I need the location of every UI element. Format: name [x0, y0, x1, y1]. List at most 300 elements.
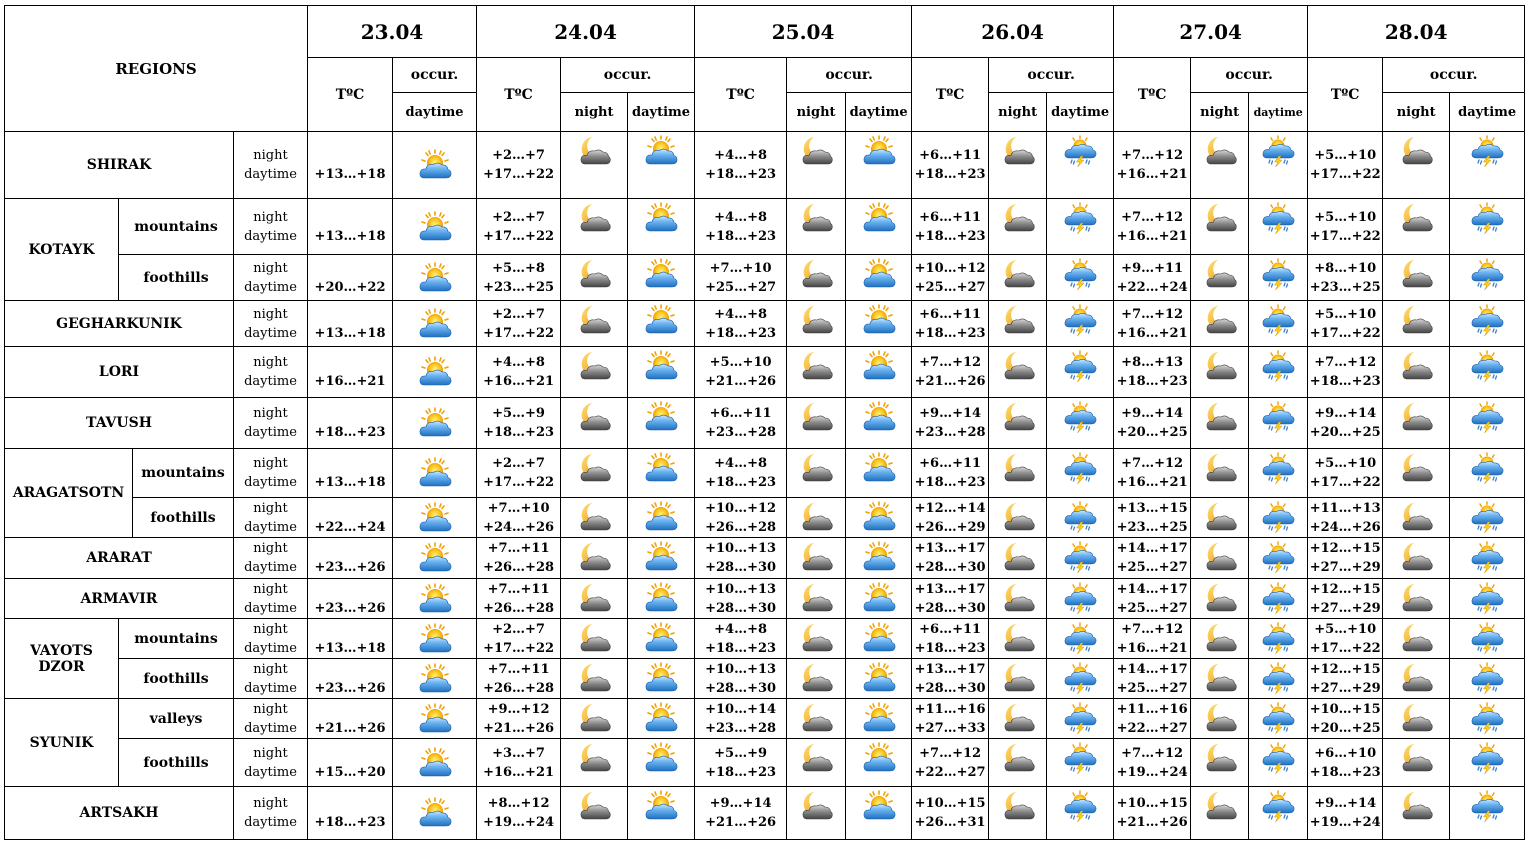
- table-row: [5, 255, 1525, 301]
- moon-cloud-icon: [1399, 662, 1433, 694]
- moon-cloud-icon: [1399, 541, 1433, 573]
- temp-daytime: +28…+30: [914, 560, 986, 575]
- partly-sunny-icon: [418, 542, 452, 574]
- moon-cloud-icon: [577, 350, 611, 382]
- thunderstorm-icon: [1063, 702, 1097, 734]
- thunderstorm-icon: [1470, 662, 1504, 694]
- temp-daytime: +26…+28: [483, 600, 555, 616]
- partly-sunny-icon: [644, 401, 678, 433]
- weather-icon-cell: [1047, 449, 1114, 498]
- moon-cloud-icon: [1001, 501, 1035, 533]
- temp-daytime: +16…+21: [483, 374, 555, 389]
- weather-icon-cell: [1450, 739, 1525, 787]
- moon-cloud-icon: [1203, 622, 1237, 654]
- temperature-cell: [1308, 301, 1383, 347]
- period-label: [234, 739, 308, 787]
- weather-icon-cell: [561, 739, 628, 787]
- weather-icon-cell: [628, 347, 695, 398]
- thunderstorm-icon: [1261, 202, 1295, 234]
- weather-icon-cell: [989, 199, 1047, 255]
- temp-daytime: +17…+22: [1309, 475, 1381, 490]
- moon-cloud-icon: [577, 135, 611, 167]
- temperature-cell: [695, 538, 787, 579]
- temp-night: +4…+8: [714, 621, 768, 637]
- date-header: 27.04: [1114, 6, 1308, 58]
- weather-icon-cell: [628, 398, 695, 449]
- moon-cloud-icon: [799, 452, 833, 484]
- temp-night: +13…+17: [914, 541, 986, 556]
- thunderstorm-icon: [1470, 702, 1504, 734]
- partly-sunny-icon: [862, 202, 896, 234]
- weather-icon-cell: [561, 659, 628, 699]
- occurrence-header: occur.: [787, 58, 912, 93]
- weather-icon-cell: [1450, 579, 1525, 619]
- weather-icon-cell: [846, 498, 912, 538]
- weather-icon-cell: [393, 199, 477, 255]
- moon-cloud-icon: [577, 501, 611, 533]
- moon-cloud-icon: [799, 622, 833, 654]
- temp-daytime: +21…+26: [1116, 815, 1188, 830]
- weather-icon-cell: [989, 132, 1047, 199]
- partly-sunny-icon: [644, 790, 678, 822]
- thunderstorm-icon: [1470, 790, 1504, 822]
- temp-daytime: +23…+28: [705, 720, 777, 736]
- temp-daytime: +23…+28: [914, 425, 986, 440]
- partly-sunny-icon: [418, 457, 452, 489]
- weather-icon-cell: [1047, 347, 1114, 398]
- weather-icon-cell: [628, 498, 695, 538]
- moon-cloud-icon: [1001, 662, 1035, 694]
- weather-icon-cell: [1383, 739, 1450, 787]
- temperature-cell: [912, 449, 989, 498]
- thunderstorm-icon: [1063, 135, 1097, 167]
- weather-icon-cell: [1249, 498, 1308, 538]
- period-night: night: [253, 260, 288, 276]
- temp-night: +8…+12: [487, 796, 550, 811]
- weather-icon-cell: [1047, 659, 1114, 699]
- temp-daytime: +20…+22: [314, 279, 386, 295]
- subregion-label: foothills: [150, 509, 216, 526]
- table-row: [5, 699, 1525, 739]
- weather-icon-cell: [561, 449, 628, 498]
- temperature-cell: [477, 739, 561, 787]
- period-daytime: daytime: [244, 374, 297, 389]
- temp-night: +10…+12: [705, 500, 777, 516]
- weather-icon-cell: [561, 787, 628, 840]
- weather-icon-cell: [1450, 199, 1525, 255]
- period-daytime: daytime: [244, 228, 297, 244]
- thunderstorm-icon: [1261, 304, 1295, 336]
- temperature-cell: [912, 699, 989, 739]
- weather-icon-cell: [787, 739, 846, 787]
- moon-cloud-icon: [799, 401, 833, 433]
- subregion-name: [119, 199, 234, 255]
- region-label: TAVUSH: [86, 415, 152, 431]
- temp-night: +7…+11: [487, 541, 550, 556]
- temp-daytime: +24…+26: [483, 519, 555, 535]
- temperature-cell: [912, 199, 989, 255]
- thunderstorm-icon: [1063, 790, 1097, 822]
- weather-icon-cell: [846, 199, 912, 255]
- moon-cloud-icon: [1399, 350, 1433, 382]
- moon-cloud-icon: [1001, 350, 1035, 382]
- moon-cloud-icon: [1399, 790, 1433, 822]
- weather-icon-cell: [1249, 398, 1308, 449]
- partly-sunny-icon: [862, 350, 896, 382]
- weather-icon-cell: [1450, 659, 1525, 699]
- subregion-name: [119, 255, 234, 301]
- weather-icon-cell: [1450, 498, 1525, 538]
- weather-icon-cell: [1191, 398, 1249, 449]
- temperature-cell: [695, 739, 787, 787]
- period-label: [234, 199, 308, 255]
- temp-night: +11…+16: [1116, 701, 1188, 717]
- weather-icon-cell: [787, 255, 846, 301]
- temp-night: +5…+8: [492, 260, 545, 276]
- temperature-cell: [1114, 301, 1191, 347]
- temperature-cell: [1308, 255, 1383, 301]
- temp-daytime: +18…+23: [914, 475, 986, 490]
- temperature-header: TºC: [1308, 58, 1383, 132]
- temperature-cell: [912, 255, 989, 301]
- weather-icon-cell: [1249, 132, 1308, 199]
- temp-night: +10…+13: [705, 661, 777, 677]
- thunderstorm-icon: [1470, 622, 1504, 654]
- table-row: [5, 132, 1525, 199]
- temp-daytime: +20…+25: [1309, 720, 1381, 736]
- temperature-cell: [308, 659, 393, 699]
- temp-night: +9…+14: [919, 406, 982, 421]
- partly-sunny-icon: [418, 149, 452, 181]
- weather-icon-cell: [1450, 538, 1525, 579]
- temp-daytime: +16…+21: [1116, 167, 1188, 182]
- period-night: night: [253, 745, 288, 761]
- weather-icon-cell: [628, 699, 695, 739]
- temp-night: +7…+10: [709, 260, 772, 276]
- temperature-header: TºC: [308, 58, 393, 132]
- temp-daytime: +16…+21: [483, 764, 555, 780]
- partly-sunny-icon: [862, 622, 896, 654]
- subregion-name: [119, 659, 234, 699]
- temp-daytime: +20…+25: [1116, 425, 1188, 440]
- temp-night: +12…+15: [1309, 581, 1381, 597]
- thunderstorm-icon: [1470, 582, 1504, 614]
- temp-night: +7…+12: [1121, 456, 1184, 471]
- partly-sunny-icon: [418, 262, 452, 294]
- occurrence-header: occur.: [561, 58, 695, 93]
- temp-night: +7…+11: [487, 661, 550, 677]
- weather-icon-cell: [628, 739, 695, 787]
- partly-sunny-icon: [418, 663, 452, 695]
- weather-icon-cell: [787, 498, 846, 538]
- partly-sunny-icon: [418, 356, 452, 388]
- temp-night: +7…+11: [487, 581, 550, 597]
- weather-icon-cell: [628, 619, 695, 659]
- weather-icon-cell: [1191, 739, 1249, 787]
- temp-daytime: +23…+26: [314, 600, 386, 616]
- temperature-cell: [695, 301, 787, 347]
- moon-cloud-icon: [577, 304, 611, 336]
- weather-icon-cell: [846, 347, 912, 398]
- region-name: [5, 398, 234, 449]
- thunderstorm-icon: [1470, 350, 1504, 382]
- thunderstorm-icon: [1063, 350, 1097, 382]
- temperature-cell: [695, 132, 787, 199]
- temperature-cell: [1114, 449, 1191, 498]
- weather-icon-cell: [561, 398, 628, 449]
- date-header: 28.04: [1308, 6, 1525, 58]
- temp-night: +9…+14: [1314, 406, 1377, 421]
- temp-night: +4…+8: [714, 209, 768, 225]
- weather-icon-cell: [1191, 449, 1249, 498]
- weather-icon-cell: [846, 398, 912, 449]
- weather-icon-cell: [628, 787, 695, 840]
- weather-icon-cell: [989, 619, 1047, 659]
- thunderstorm-icon: [1261, 401, 1295, 433]
- temp-daytime: +23…+25: [483, 279, 555, 295]
- region-label: SHIRAK: [86, 157, 152, 173]
- moon-cloud-icon: [799, 304, 833, 336]
- temp-night: +14…+17: [1116, 581, 1188, 597]
- period-night: night: [253, 796, 288, 811]
- weather-icon-cell: [1047, 538, 1114, 579]
- partly-sunny-icon: [644, 135, 678, 167]
- weather-icon-cell: [561, 579, 628, 619]
- temperature-cell: [1308, 449, 1383, 498]
- temp-night: +6…+11: [919, 209, 982, 225]
- weather-icon-cell: [787, 699, 846, 739]
- temp-daytime: +25…+27: [1116, 560, 1188, 575]
- weather-icon-cell: [393, 787, 477, 840]
- thunderstorm-icon: [1063, 401, 1097, 433]
- weather-icon-cell: [787, 398, 846, 449]
- weather-icon-cell: [628, 449, 695, 498]
- weather-icon-cell: [393, 132, 477, 199]
- period-night: night: [253, 355, 288, 370]
- period-label: [234, 699, 308, 739]
- daytime-header: daytime: [1249, 93, 1308, 132]
- region-label: GEGHARKUNIK: [56, 315, 182, 332]
- temp-daytime: +13…+18: [314, 325, 386, 341]
- region-name: [5, 199, 119, 301]
- moon-cloud-icon: [1203, 501, 1237, 533]
- occurrence-header: occur.: [1383, 58, 1525, 93]
- region-name: [5, 538, 234, 579]
- temp-daytime: +19…+24: [1116, 764, 1188, 780]
- moon-cloud-icon: [1203, 662, 1237, 694]
- temperature-cell: [308, 449, 393, 498]
- temp-daytime: +18…+23: [914, 167, 986, 182]
- temperature-cell: [1114, 619, 1191, 659]
- temp-daytime: +13…+18: [314, 228, 386, 244]
- region-name: [5, 449, 133, 538]
- period-label: [234, 659, 308, 699]
- moon-cloud-icon: [1399, 622, 1433, 654]
- temp-night: +12…+14: [914, 500, 986, 516]
- temp-night: +4…+8: [714, 306, 768, 322]
- weather-icon-cell: [393, 498, 477, 538]
- weather-icon-cell: [846, 787, 912, 840]
- subregion-label: mountains: [134, 630, 218, 647]
- temp-night: +10…+15: [1116, 796, 1188, 811]
- weather-icon-cell: [846, 449, 912, 498]
- temp-night: +6…+11: [919, 456, 982, 471]
- daytime-header: daytime: [846, 93, 912, 132]
- temp-night: +14…+17: [1116, 661, 1188, 677]
- thunderstorm-icon: [1261, 622, 1295, 654]
- temperature-cell: [695, 787, 787, 840]
- table-row: [5, 449, 1525, 498]
- moon-cloud-icon: [799, 202, 833, 234]
- partly-sunny-icon: [418, 797, 452, 829]
- weather-icon-cell: [1249, 619, 1308, 659]
- period-daytime: daytime: [244, 519, 297, 535]
- subregion-label: mountains: [141, 465, 225, 481]
- thunderstorm-icon: [1063, 202, 1097, 234]
- moon-cloud-icon: [1203, 790, 1237, 822]
- temp-night: +7…+12: [1121, 306, 1184, 322]
- partly-sunny-icon: [644, 702, 678, 734]
- temp-night: +10…+12: [914, 260, 986, 276]
- temp-night: +7…+12: [919, 745, 982, 761]
- thunderstorm-icon: [1261, 452, 1295, 484]
- temperature-cell: [477, 498, 561, 538]
- daytime-header: daytime: [1450, 93, 1525, 132]
- temperature-cell: [477, 301, 561, 347]
- temperature-cell: [477, 538, 561, 579]
- temp-daytime: +17…+22: [483, 167, 555, 182]
- moon-cloud-icon: [1203, 304, 1237, 336]
- weather-icon-cell: [393, 739, 477, 787]
- moon-cloud-icon: [1001, 622, 1035, 654]
- temp-daytime: +18…+23: [705, 228, 777, 244]
- temperature-cell: [1114, 132, 1191, 199]
- temperature-cell: [1114, 255, 1191, 301]
- weather-icon-cell: [1249, 449, 1308, 498]
- temp-night: +9…+14: [1121, 406, 1184, 421]
- temp-daytime: +16…+21: [1116, 640, 1188, 656]
- temp-daytime: +26…+31: [914, 815, 986, 830]
- temp-night: +13…+15: [1116, 500, 1188, 516]
- period-label: [234, 619, 308, 659]
- thunderstorm-icon: [1470, 202, 1504, 234]
- temp-daytime: +26…+29: [914, 519, 986, 535]
- temperature-cell: [1308, 739, 1383, 787]
- temp-daytime: +13…+18: [314, 640, 386, 656]
- weather-icon-cell: [787, 579, 846, 619]
- region-label: KOTAYK: [28, 241, 95, 258]
- temperature-cell: [308, 255, 393, 301]
- weather-icon-cell: [1383, 659, 1450, 699]
- temperature-cell: [1308, 619, 1383, 659]
- weather-icon-cell: [989, 659, 1047, 699]
- weather-icon-cell: [1383, 787, 1450, 840]
- moon-cloud-icon: [1203, 350, 1237, 382]
- weather-icon-cell: [561, 619, 628, 659]
- weather-icon-cell: [561, 347, 628, 398]
- moon-cloud-icon: [799, 742, 833, 774]
- period-label: [234, 498, 308, 538]
- temp-night: +7…+12: [1121, 745, 1184, 761]
- partly-sunny-icon: [862, 790, 896, 822]
- temp-night: +5…+10: [709, 355, 772, 370]
- subregion-name: [133, 449, 234, 498]
- weather-icon-cell: [1450, 347, 1525, 398]
- weather-icon-cell: [1383, 449, 1450, 498]
- weather-icon-cell: [1191, 699, 1249, 739]
- region-name: [5, 619, 119, 699]
- weather-icon-cell: [1249, 579, 1308, 619]
- period-label: [234, 538, 308, 579]
- period-daytime: daytime: [244, 325, 297, 341]
- weather-icon-cell: [561, 498, 628, 538]
- moon-cloud-icon: [1001, 135, 1035, 167]
- weather-icon-cell: [1450, 301, 1525, 347]
- thunderstorm-icon: [1261, 541, 1295, 573]
- night-header: night: [989, 93, 1047, 132]
- date-header: 23.04: [308, 6, 477, 58]
- temp-daytime: +27…+29: [1309, 600, 1381, 616]
- night-header: night: [1191, 93, 1249, 132]
- moon-cloud-icon: [577, 622, 611, 654]
- temp-daytime: +16…+21: [1116, 228, 1188, 244]
- subregion-name: [119, 619, 234, 659]
- subregion-label: foothills: [143, 670, 209, 687]
- temperature-cell: [1114, 739, 1191, 787]
- thunderstorm-icon: [1063, 258, 1097, 290]
- weather-icon-cell: [1047, 398, 1114, 449]
- weather-icon-cell: [1047, 619, 1114, 659]
- weather-icon-cell: [1450, 398, 1525, 449]
- temp-daytime: +23…+25: [1309, 279, 1381, 295]
- temperature-cell: [912, 579, 989, 619]
- moon-cloud-icon: [577, 790, 611, 822]
- region-label: ARARAT: [86, 550, 152, 566]
- period-night: night: [253, 456, 288, 471]
- temp-daytime: +18…+23: [705, 167, 777, 182]
- temperature-cell: [695, 579, 787, 619]
- temp-daytime: +23…+26: [314, 560, 386, 575]
- temp-night: +10…+15: [1309, 701, 1381, 717]
- temperature-cell: [912, 538, 989, 579]
- temperature-header: TºC: [912, 58, 989, 132]
- temp-daytime: +28…+30: [705, 600, 777, 616]
- temp-daytime: +18…+23: [914, 640, 986, 656]
- temperature-header: TºC: [477, 58, 561, 132]
- weather-icon-cell: [1047, 199, 1114, 255]
- temperature-cell: [477, 787, 561, 840]
- thunderstorm-icon: [1261, 258, 1295, 290]
- temp-daytime: +16…+21: [314, 374, 386, 389]
- weather-icon-cell: [1383, 498, 1450, 538]
- weather-icon-cell: [1047, 787, 1114, 840]
- period-daytime: daytime: [244, 640, 297, 656]
- moon-cloud-icon: [1203, 258, 1237, 290]
- subregion-name: [119, 699, 234, 739]
- weather-icon-cell: [846, 579, 912, 619]
- temperature-cell: [477, 132, 561, 199]
- weather-icon-cell: [1249, 787, 1308, 840]
- weather-icon-cell: [787, 347, 846, 398]
- temp-daytime: +18…+23: [1116, 374, 1188, 389]
- weather-icon-cell: [393, 347, 477, 398]
- period-daytime: daytime: [244, 600, 297, 616]
- partly-sunny-icon: [862, 258, 896, 290]
- moon-cloud-icon: [1399, 304, 1433, 336]
- weather-icon-cell: [393, 659, 477, 699]
- moon-cloud-icon: [1001, 742, 1035, 774]
- weather-icon-cell: [393, 579, 477, 619]
